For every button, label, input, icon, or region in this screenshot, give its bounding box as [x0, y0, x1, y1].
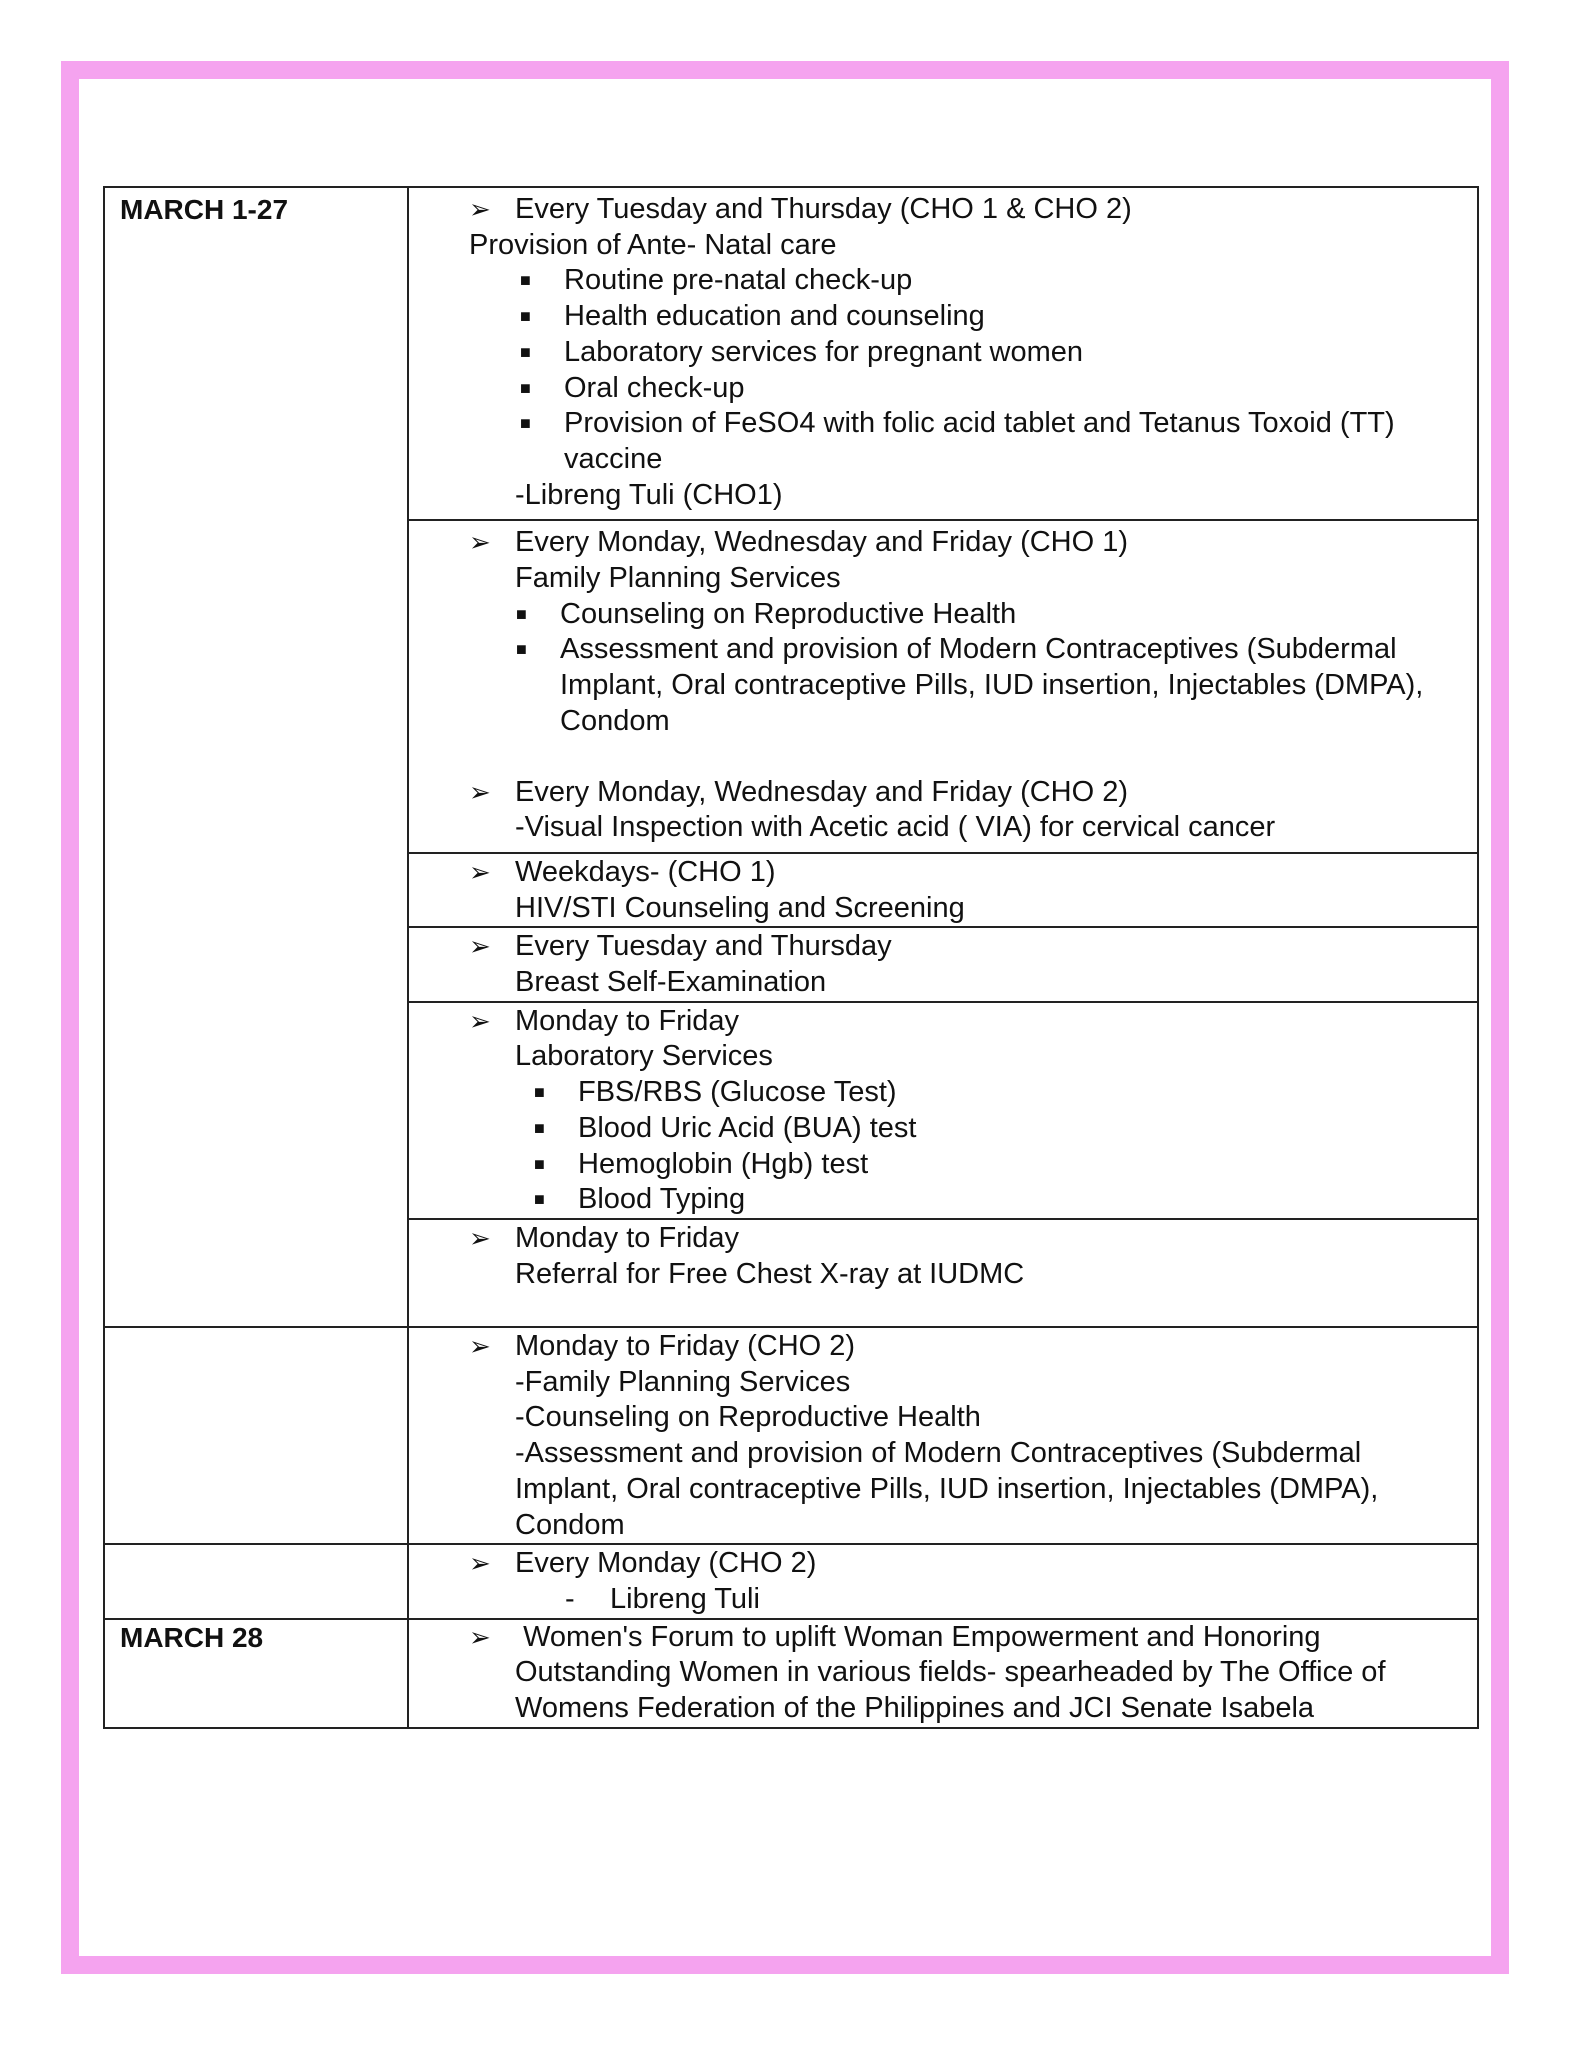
service-title: -Visual Inspection with Acetic acid ( VIA) for cervical cancer [515, 811, 1276, 844]
list-item: Hemoglobin (Hgb) test [578, 1147, 869, 1180]
arrow-bullet-icon: ➢ [469, 1548, 491, 1579]
list-item: Libreng Tuli [610, 1582, 760, 1615]
list-item: Routine pre-natal check-up [564, 264, 913, 297]
list-item: FBS/RBS (Glucose Test) [578, 1076, 897, 1109]
table-row [104, 1544, 1478, 1618]
square-bullet-icon: ■ [534, 1189, 545, 1210]
list-item: -Assessment and provision of Modern Contraceptives (Subdermal Implant, Oral contraceptive Pills, IUD insertion, Injectables (DMPA), Condom [515, 1437, 1379, 1541]
list-item: Laboratory services for pregnant women [564, 335, 1084, 368]
square-bullet-icon: ■ [520, 341, 531, 362]
dash-bullet-icon: - [565, 1582, 575, 1615]
square-bullet-icon: ■ [516, 603, 527, 624]
list-item: Blood Typing [578, 1183, 746, 1216]
list-item: Assessment and provision of Modern Contraceptives (Subdermal Implant, Oral contraceptive Pills, IUD insertion, Injectables (DMPA), Condom [560, 633, 1424, 737]
square-bullet-icon: ■ [520, 413, 531, 434]
date-cell [104, 187, 408, 1327]
arrow-bullet-icon: ➢ [469, 1005, 491, 1036]
list-item: Health education and counseling [564, 300, 985, 333]
arrow-bullet-icon: ➢ [469, 194, 491, 224]
list-item: Counseling on Reproductive Health [560, 597, 1017, 630]
service-cell [408, 1619, 1478, 1728]
schedule-text: Every Tuesday and Thursday [515, 930, 892, 963]
service-title: Provision of Ante- Natal care [469, 228, 837, 261]
table-row [104, 1327, 1478, 1544]
square-bullet-icon: ■ [516, 639, 527, 660]
date-label: MARCH 1-27 [120, 194, 289, 225]
service-title: Laboratory Services [515, 1040, 773, 1073]
square-bullet-icon: ■ [534, 1153, 545, 1174]
schedule-table [103, 186, 1479, 1729]
schedule-text: Monday to Friday (CHO 2) [515, 1329, 856, 1362]
square-bullet-icon: ■ [534, 1082, 545, 1103]
date-label: MARCH 28 [120, 1621, 264, 1653]
list-item: Blood Uric Acid (BUA) test [578, 1111, 917, 1144]
schedule-text: Monday to Friday [515, 1004, 740, 1037]
service-title: HIV/STI Counseling and Screening [515, 891, 965, 924]
service-cell [408, 853, 1478, 927]
service-title: Breast Self-Examination [515, 966, 827, 999]
arrow-bullet-icon: ➢ [469, 1621, 491, 1652]
schedule-text: Every Monday, Wednesday and Friday (CHO 1) [515, 526, 1129, 559]
service-cell [408, 187, 1478, 520]
square-bullet-icon: ■ [520, 306, 531, 327]
arrow-bullet-icon: ➢ [469, 527, 491, 558]
square-bullet-icon: ■ [534, 1117, 545, 1138]
list-item: -Family Planning Services [515, 1365, 851, 1398]
schedule-text: Weekdays- (CHO 1) [515, 855, 776, 888]
square-bullet-icon: ■ [520, 270, 531, 291]
arrow-bullet-icon: ➢ [469, 1222, 491, 1253]
list-item: Provision of FeSO4 with folic acid tablet and Tetanus Toxoid (TT) vaccine [564, 407, 1395, 475]
service-title: Family Planning Services [515, 562, 841, 595]
service-cell [408, 1002, 1478, 1219]
table-row [104, 1619, 1478, 1728]
schedule-text: Every Monday, Wednesday and Friday (CHO 2) [515, 775, 1129, 808]
schedule-text: Monday to Friday [515, 1221, 740, 1254]
arrow-bullet-icon: ➢ [469, 856, 491, 887]
arrow-bullet-icon: ➢ [469, 776, 491, 807]
service-cell [408, 927, 1478, 1001]
schedule-text: Every Monday (CHO 2) [515, 1547, 817, 1580]
table-row [104, 187, 1478, 520]
service-title: Referral for Free Chest X-ray at IUDMC [515, 1257, 1025, 1290]
service-cell [408, 520, 1478, 853]
date-cell [104, 1327, 408, 1544]
date-cell [104, 1544, 408, 1618]
event-text: Women's Forum to uplift Woman Empowerment and Honoring Outstanding Women in various fields- spearheaded by The Office of Womens Federation of the Philippines and JCI Senate Isabela [515, 1620, 1394, 1725]
list-item: -Counseling on Reproductive Health [515, 1401, 981, 1434]
extra-service: -Libreng Tuli (CHO1) [515, 478, 783, 511]
service-cell [408, 1544, 1478, 1618]
service-cell [408, 1327, 1478, 1544]
arrow-bullet-icon: ➢ [469, 1330, 491, 1361]
square-bullet-icon: ■ [520, 377, 531, 398]
service-cell [408, 1219, 1478, 1327]
arrow-bullet-icon: ➢ [469, 931, 491, 962]
date-cell [104, 1619, 408, 1728]
list-item: Oral check-up [564, 371, 745, 404]
schedule-text: Every Tuesday and Thursday (CHO 1 & CHO 2) [515, 193, 1132, 225]
